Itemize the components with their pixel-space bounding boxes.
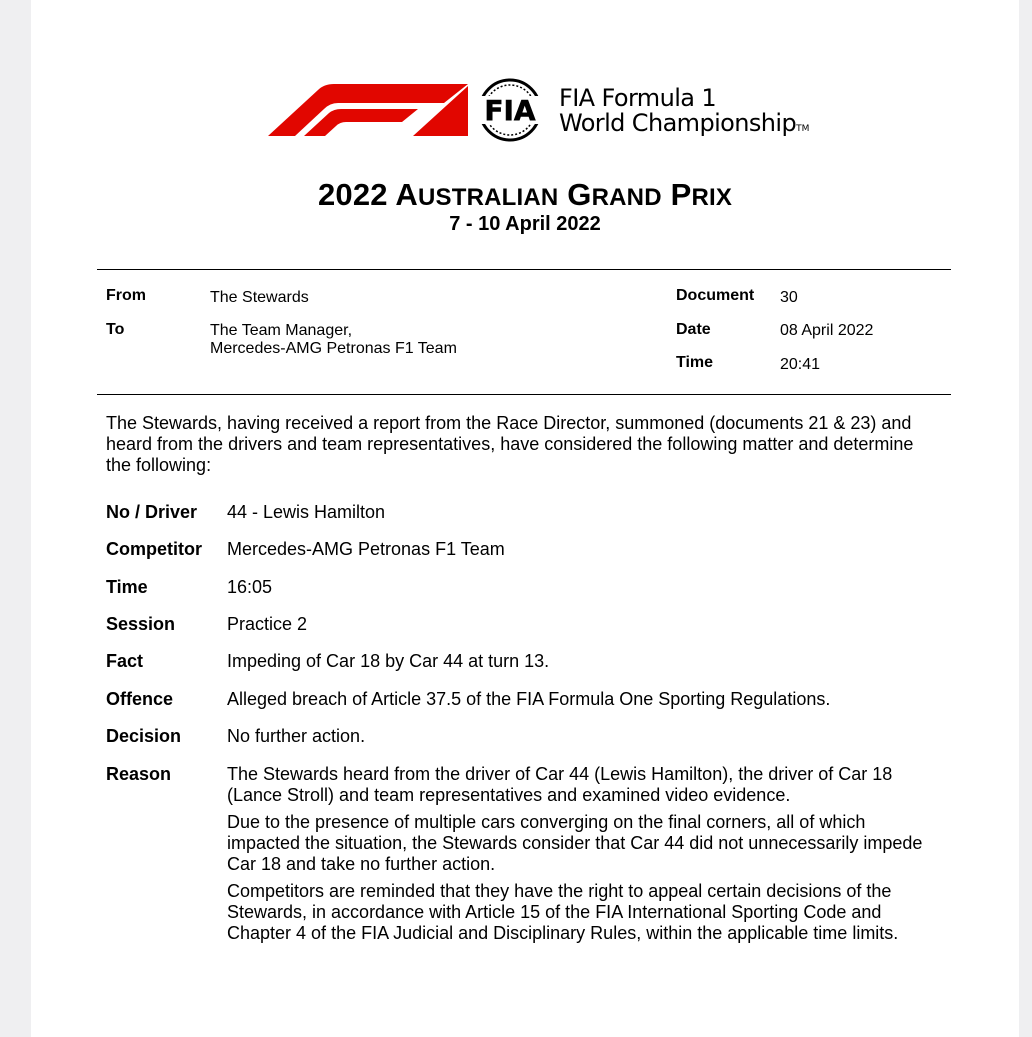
from-label: From <box>106 287 146 304</box>
offence-value: Alleged breach of Article 37.5 of the FIA Formula One Sporting Regulations. <box>227 689 831 709</box>
reason-paragraph: Competitors are reminded that they have the right to appeal certain decisions of the Stewards, in accordance with Article 15 of the FIA International Sporting Code and Chapter 4 of the FIA Judicial and Disciplinary Rules, within the applicable time limits. <box>227 881 899 943</box>
to-value-line-2: Mercedes-AMG Petronas F1 Team <box>210 340 457 357</box>
date-value: 08 April 2022 <box>780 322 874 339</box>
from-value: The Stewards <box>210 289 309 306</box>
brand-line-1: FIA Formula 1 <box>559 84 717 112</box>
fia-logo-text: FIA <box>484 94 536 127</box>
f1-logo <box>268 84 468 136</box>
to-label: To <box>106 321 125 338</box>
date-label: Date <box>676 321 711 338</box>
reason-paragraph: Due to the presence of multiple cars converging on the final corners, all of which impacted the situation, the Stewards consider that Car 44 did not unnecessarily impede Car 18 and take no further action. <box>227 812 923 874</box>
trademark-mark: TM <box>796 124 810 134</box>
session-value: Practice 2 <box>227 614 308 634</box>
decision-label: Decision <box>106 726 182 746</box>
incident-time-value: 16:05 <box>227 577 273 597</box>
reason-paragraph: The Stewards heard from the driver of Car 44 (Lewis Hamilton), the driver of Car 18 (Lance Stroll) and team representatives and examined video evidence. <box>227 764 893 805</box>
fact-label: Fact <box>106 651 144 671</box>
fia-logo <box>468 78 552 142</box>
driver-value: 44 - Lewis Hamilton <box>227 502 386 522</box>
brand-line-2: World ChampionshipTM <box>559 109 810 137</box>
reason-body <box>227 764 937 950</box>
time-label: Time <box>676 354 714 371</box>
time-value: 20:41 <box>780 356 821 373</box>
document-value: 30 <box>780 289 798 306</box>
competitor-label: Competitor <box>106 539 202 559</box>
document-label: Document <box>676 287 755 304</box>
header-divider-bottom <box>97 394 951 395</box>
header-logos <box>268 78 868 142</box>
driver-label: No / Driver <box>106 502 198 522</box>
offence-label: Offence <box>106 689 174 709</box>
decision-value: No further action. <box>227 726 366 746</box>
session-label: Session <box>106 614 176 634</box>
incident-time-label: Time <box>106 577 148 597</box>
reason-label: Reason <box>106 764 172 784</box>
document-page <box>31 0 1019 1037</box>
intro-paragraph: The Stewards, having received a report from the Race Director, summoned (documents 21 & 23) and heard from the drivers and team representatives, have considered the following matter and determine the following: <box>106 413 914 475</box>
fact-value: Impeding of Car 18 by Car 44 at turn 13. <box>227 651 550 671</box>
to-value-line-1: The Team Manager, <box>210 322 353 339</box>
header-divider-top <box>97 269 951 270</box>
event-dates: 7 - 10 April 2022 <box>449 213 601 235</box>
brand-text <box>559 86 809 142</box>
competitor-value: Mercedes-AMG Petronas F1 Team <box>227 539 505 559</box>
event-title: 2022 AUSTRALIAN GRAND PRIX <box>317 177 733 212</box>
